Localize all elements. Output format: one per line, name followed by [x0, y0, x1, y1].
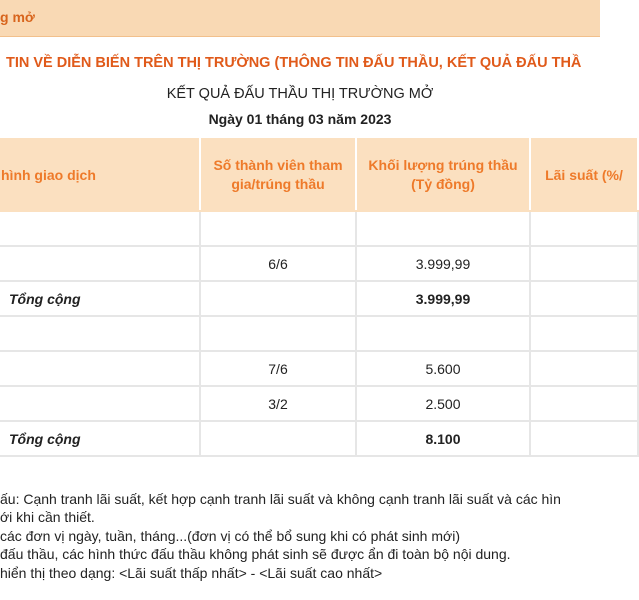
column-header-rate: Lãi suất (%/ [530, 139, 638, 211]
members-cell [200, 316, 356, 351]
row-label: Tổng cộng [0, 281, 200, 316]
note-line: ới khi cần thiết. [0, 509, 95, 526]
members-cell: 6/6 [200, 246, 356, 281]
table-row [0, 386, 638, 421]
members-cell: 3/2 [200, 386, 356, 421]
table-row [0, 211, 638, 246]
volume-cell: 2.500 [356, 386, 530, 421]
table-row [0, 351, 638, 386]
column-header-volume: Khối lượng trúng thầu (Tỷ đồng) [356, 139, 530, 211]
table-row [0, 316, 638, 351]
row-label [0, 211, 200, 246]
rate-cell [530, 281, 638, 316]
table-row [0, 246, 638, 281]
row-label: Tổng cộng [0, 421, 200, 456]
row-label [0, 246, 200, 281]
volume-cell [356, 211, 530, 246]
volume-cell: 3.999,99 [356, 281, 530, 316]
column-header-members: Số thành viên tham gia/trúng thầu [200, 139, 356, 211]
row-label [0, 351, 200, 386]
notes [0, 490, 600, 582]
report-date: Ngày 01 tháng 03 năm 2023 [208, 111, 392, 127]
rate-cell [530, 211, 638, 246]
rate-cell [530, 316, 638, 351]
results-table [0, 138, 639, 457]
total-row [0, 281, 638, 316]
members-cell [200, 421, 356, 456]
note-line: các đơn vị ngày, tuần, tháng...(đơn vị có thể bổ sung khi có phát sinh mới) [0, 527, 460, 544]
note-line: hiển thị theo dạng: <Lãi suất thấp nhất> - <Lãi suất cao nhất> [0, 564, 383, 581]
report-title: KẾT QUẢ ĐẤU THẦU THỊ TRƯỜNG MỞ [166, 86, 434, 102]
members-cell [200, 281, 356, 316]
header-title: g mở [0, 9, 35, 25]
row-label [0, 386, 200, 421]
header-bar [0, 0, 600, 37]
volume-cell: 8.100 [356, 421, 530, 456]
rate-cell [530, 386, 638, 421]
members-cell: 7/6 [200, 351, 356, 386]
note-line: đấu thầu, các hình thức đấu thầu không phát sinh sẽ được ẩn đi toàn bộ nội dung. [0, 546, 511, 563]
total-row [0, 421, 638, 456]
members-cell [200, 211, 356, 246]
table-header-row [0, 139, 638, 211]
note-line: ấu: Cạnh tranh lãi suất, kết hợp cạnh tranh lãi suất và không cạnh tranh lãi suất và các hìn [0, 491, 561, 507]
volume-cell: 3.999,99 [356, 246, 530, 281]
volume-cell [356, 316, 530, 351]
section-title: TIN VỀ DIỄN BIẾN TRÊN THỊ TRƯỜNG (THÔNG TIN ĐẤU THẦU, KẾT QUẢ ĐẤU THẦ [6, 55, 582, 71]
column-header-type: hình giao dịch [0, 139, 200, 211]
rate-cell [530, 421, 638, 456]
rate-cell [530, 351, 638, 386]
volume-cell: 5.600 [356, 351, 530, 386]
row-label [0, 316, 200, 351]
rate-cell [530, 246, 638, 281]
